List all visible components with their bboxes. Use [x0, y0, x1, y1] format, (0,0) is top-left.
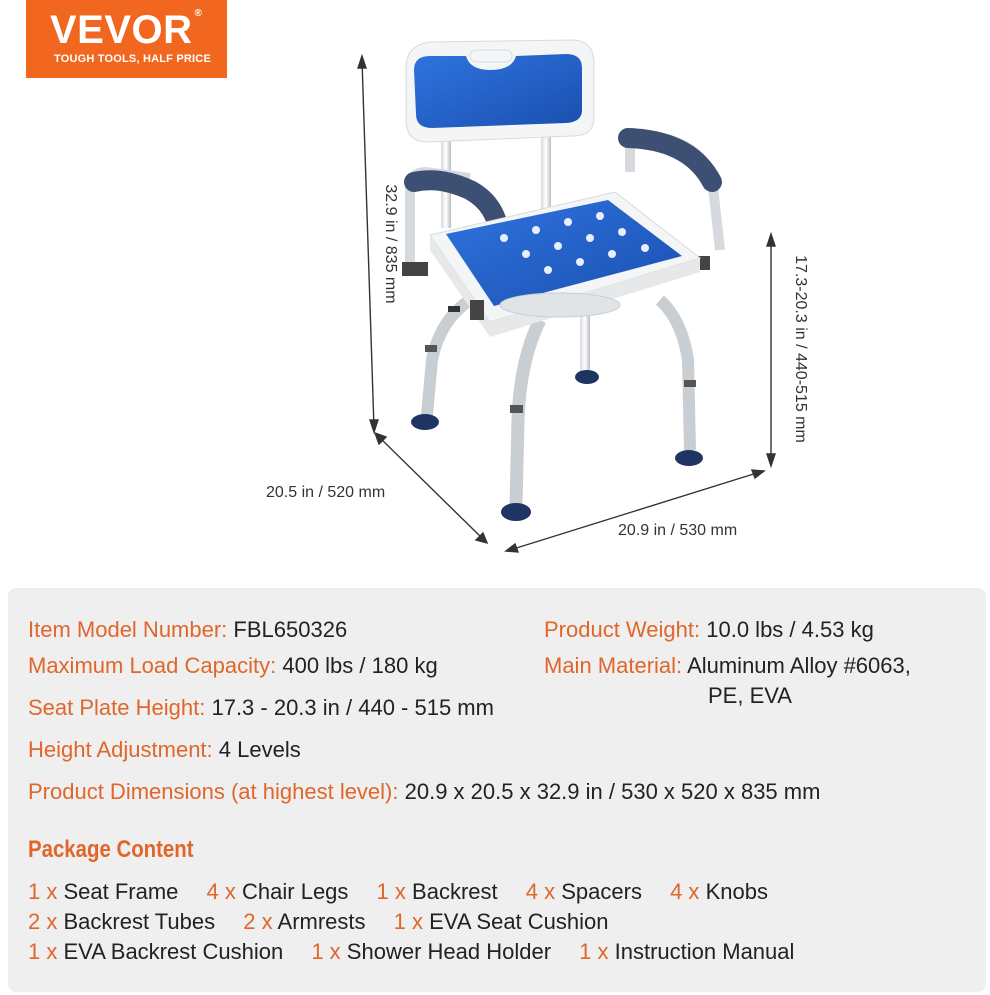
height-dimension-label: 32.9 in / 835 mm: [382, 184, 399, 304]
spec-capacity: [28, 653, 438, 679]
package-item: 2 x Armrests: [243, 909, 366, 934]
spec-model-value: FBL650326: [233, 617, 348, 642]
package-content-title: Package Content: [28, 836, 194, 863]
package-item: 1 x Instruction Manual: [579, 939, 795, 964]
spec-dimensions-label: Product Dimensions (at highest level):: [28, 779, 399, 804]
brand-name: VEVOR: [50, 8, 193, 52]
spec-adjustment-value: 4 Levels: [218, 737, 301, 762]
spec-model-label: Item Model Number:: [28, 617, 228, 642]
spec-dimensions: [28, 779, 820, 805]
package-item: 2 x Backrest Tubes: [28, 909, 216, 934]
package-item: 4 x Spacers: [525, 879, 642, 904]
spec-seat-height: [28, 695, 494, 721]
spec-material-value-line1: Aluminum Alloy #6063,: [687, 653, 911, 678]
package-item: 1 x Seat Frame: [28, 879, 179, 904]
package-item: 1 x Shower Head Holder: [311, 939, 552, 964]
spec-model: [28, 617, 347, 643]
spec-weight: [544, 617, 874, 643]
spec-weight-label: Product Weight:: [544, 617, 701, 642]
spec-weight-value: 10.0 lbs / 4.53 kg: [706, 617, 874, 642]
backrest: [406, 40, 594, 142]
package-item: 1 x Backrest: [376, 879, 498, 904]
width-dimension-label: 20.9 in / 530 mm: [618, 522, 738, 539]
seat: [430, 192, 700, 337]
spec-material-label: Main Material:: [544, 653, 683, 678]
spec-material-line2: PE, EVA: [708, 683, 792, 708]
spec-seat-height-value: 17.3 - 20.3 in / 440 - 515 mm: [211, 695, 494, 720]
spec-adjustment-label: Height Adjustment:: [28, 737, 213, 762]
spec-seat-height-label: Seat Plate Height:: [28, 695, 206, 720]
spec-dimensions-value: 20.9 x 20.5 x 32.9 in / 530 x 520 x 835 mm: [404, 779, 821, 804]
chair-legs: [411, 300, 703, 521]
package-row-2: [28, 909, 631, 935]
package-item: 4 x Chair Legs: [206, 879, 349, 904]
spec-capacity-label: Maximum Load Capacity:: [28, 653, 277, 678]
spec-material: [544, 653, 911, 679]
seat-height-dimension-label: 17.3-20.3 in / 440-515 mm: [792, 255, 809, 443]
brand-tagline: TOUGH TOOLS, HALF PRICE: [54, 53, 211, 65]
spec-adjustment: [28, 737, 301, 763]
package-item: 4 x Knobs: [670, 879, 768, 904]
spec-capacity-value: 400 lbs / 180 kg: [282, 653, 438, 678]
registered-mark: ®: [194, 8, 203, 19]
package-item: 1 x EVA Backrest Cushion: [28, 939, 284, 964]
package-row-1: [28, 879, 790, 905]
package-row-3: [28, 939, 816, 965]
depth-dimension-label: 20.5 in / 520 mm: [266, 484, 386, 501]
package-item: 1 x EVA Seat Cushion: [393, 909, 609, 934]
